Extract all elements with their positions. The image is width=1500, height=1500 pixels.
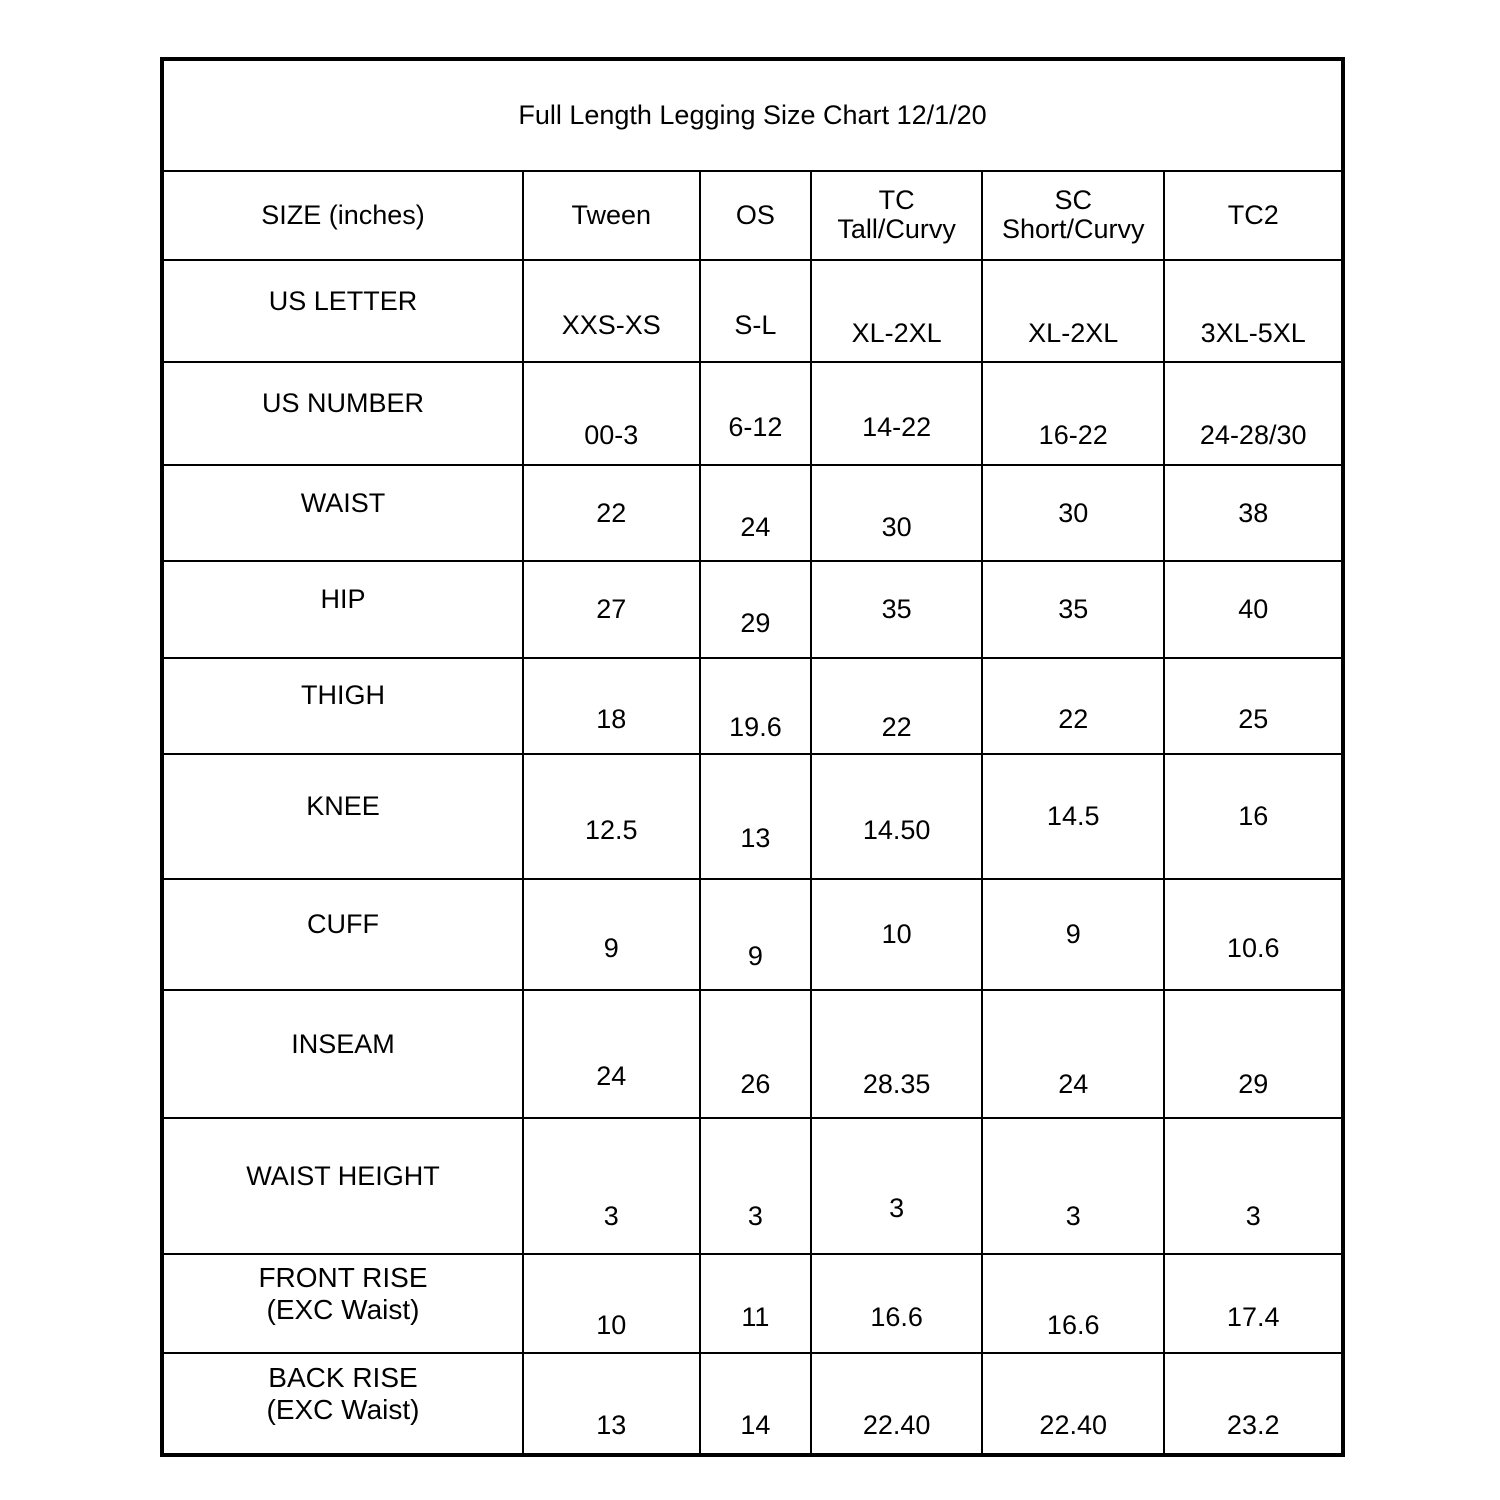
cell-front-rise-sc: 16.6 (982, 1254, 1164, 1353)
cell-us-number-os: 6-12 (700, 362, 812, 465)
cell-us-letter-tc: XL-2XL (811, 260, 982, 363)
row-label-waist: WAIST (164, 465, 523, 561)
cell-inseam-os: 26 (700, 990, 812, 1118)
column-header-tween-label: Tween (571, 199, 652, 230)
cell-thigh-tc: 22 (811, 658, 982, 754)
row-label-front-rise (164, 1254, 523, 1353)
cell-waist-height-sc: 3 (982, 1118, 1164, 1254)
cell-front-rise-tc: 16.6 (811, 1254, 982, 1353)
cell-thigh-tween: 18 (523, 658, 700, 754)
cell-us-number-tc: 14-22 (811, 362, 982, 465)
cell-thigh-sc: 22 (982, 658, 1164, 754)
cell-waist-os: 24 (700, 465, 812, 561)
table-row (164, 879, 1341, 990)
cell-us-letter-sc: XL-2XL (982, 260, 1164, 363)
cell-inseam-tc2: 29 (1164, 990, 1341, 1118)
column-header-sc (982, 171, 1164, 260)
row-label-front-rise-line1: FRONT RISE (258, 1261, 428, 1293)
cell-cuff-sc: 9 (982, 879, 1164, 990)
cell-front-rise-os: 11 (700, 1254, 812, 1353)
cell-back-rise-os: 14 (700, 1353, 812, 1453)
cell-hip-tc2: 40 (1164, 561, 1341, 657)
cell-hip-os: 29 (700, 561, 812, 657)
cell-knee-tc: 14.50 (811, 754, 982, 880)
cell-us-letter-tc2: 3XL-5XL (1164, 260, 1341, 363)
cell-cuff-tc2: 10.6 (1164, 879, 1341, 990)
table-row (164, 1118, 1341, 1254)
table-row (164, 990, 1341, 1118)
column-header-os-label: OS (735, 199, 775, 230)
column-header-tc2 (1164, 171, 1341, 260)
cell-back-rise-tc2: 23.2 (1164, 1353, 1341, 1453)
row-label-hip: HIP (164, 561, 523, 657)
row-label-knee: KNEE (164, 754, 523, 880)
page-title: Full Length Legging Size Chart 12/1/20 (164, 61, 1341, 171)
row-label-front-rise-line2: (EXC Waist) (266, 1293, 420, 1325)
cell-inseam-tc: 28.35 (811, 990, 982, 1118)
cell-knee-tc2: 16 (1164, 754, 1341, 880)
cell-thigh-os: 19.6 (700, 658, 812, 754)
table-row (164, 1353, 1341, 1453)
row-label-back-rise-line1: BACK RISE (268, 1361, 418, 1393)
column-header-sc-sublabel: Short/Curvy (1001, 214, 1145, 245)
row-label-inseam: INSEAM (164, 990, 523, 1118)
cell-waist-height-tc: 3 (811, 1118, 982, 1254)
table-title-row (164, 61, 1341, 171)
cell-waist-height-tc2: 3 (1164, 1118, 1341, 1254)
cell-cuff-tween: 9 (523, 879, 700, 990)
column-header-tc-label: TC (878, 184, 915, 215)
table-row (164, 754, 1341, 880)
row-label-back-rise (164, 1353, 523, 1453)
row-label-cuff: CUFF (164, 879, 523, 990)
column-header-os (700, 171, 812, 260)
size-chart-container (160, 57, 1345, 1457)
cell-waist-tween: 22 (523, 465, 700, 561)
column-header-tc-sublabel: Tall/Curvy (837, 214, 956, 245)
table-header-row (164, 171, 1341, 260)
table-row (164, 465, 1341, 561)
cell-waist-height-tween: 3 (523, 1118, 700, 1254)
cell-waist-height-os: 3 (700, 1118, 812, 1254)
cell-cuff-os: 9 (700, 879, 812, 990)
cell-us-number-tween: 00-3 (523, 362, 700, 465)
row-label-waist-height: WAIST HEIGHT (164, 1118, 523, 1254)
cell-inseam-sc: 24 (982, 990, 1164, 1118)
column-header-tween (523, 171, 700, 260)
table-row (164, 561, 1341, 657)
cell-us-letter-tween: XXS-XS (523, 260, 700, 363)
column-header-sc-label: SC (1054, 184, 1092, 215)
row-label-us-number: US NUMBER (164, 362, 523, 465)
cell-hip-tween: 27 (523, 561, 700, 657)
cell-back-rise-tc: 22.40 (811, 1353, 982, 1453)
table-row (164, 260, 1341, 363)
cell-cuff-tc: 10 (811, 879, 982, 990)
cell-back-rise-tween: 13 (523, 1353, 700, 1453)
cell-front-rise-tween: 10 (523, 1254, 700, 1353)
cell-hip-tc: 35 (811, 561, 982, 657)
cell-waist-sc: 30 (982, 465, 1164, 561)
row-label-back-rise-line2: (EXC Waist) (266, 1393, 420, 1425)
cell-knee-sc: 14.5 (982, 754, 1164, 880)
cell-thigh-tc2: 25 (1164, 658, 1341, 754)
row-label-us-letter: US LETTER (164, 260, 523, 363)
cell-waist-tc: 30 (811, 465, 982, 561)
row-label-thigh: THIGH (164, 658, 523, 754)
cell-us-letter-os: S-L (700, 260, 812, 363)
cell-knee-tween: 12.5 (523, 754, 700, 880)
size-chart-table (164, 61, 1341, 1453)
table-row (164, 1254, 1341, 1353)
cell-waist-tc2: 38 (1164, 465, 1341, 561)
cell-inseam-tween: 24 (523, 990, 700, 1118)
column-header-tc (811, 171, 982, 260)
cell-us-number-tc2: 24-28/30 (1164, 362, 1341, 465)
table-row (164, 658, 1341, 754)
cell-front-rise-tc2: 17.4 (1164, 1254, 1341, 1353)
column-header-size-label: SIZE (inches) (261, 199, 425, 230)
table-row (164, 362, 1341, 465)
cell-back-rise-sc: 22.40 (982, 1353, 1164, 1453)
column-header-size (164, 171, 523, 260)
cell-us-number-sc: 16-22 (982, 362, 1164, 465)
cell-hip-sc: 35 (982, 561, 1164, 657)
column-header-tc2-label: TC2 (1227, 199, 1279, 230)
cell-knee-os: 13 (700, 754, 812, 880)
